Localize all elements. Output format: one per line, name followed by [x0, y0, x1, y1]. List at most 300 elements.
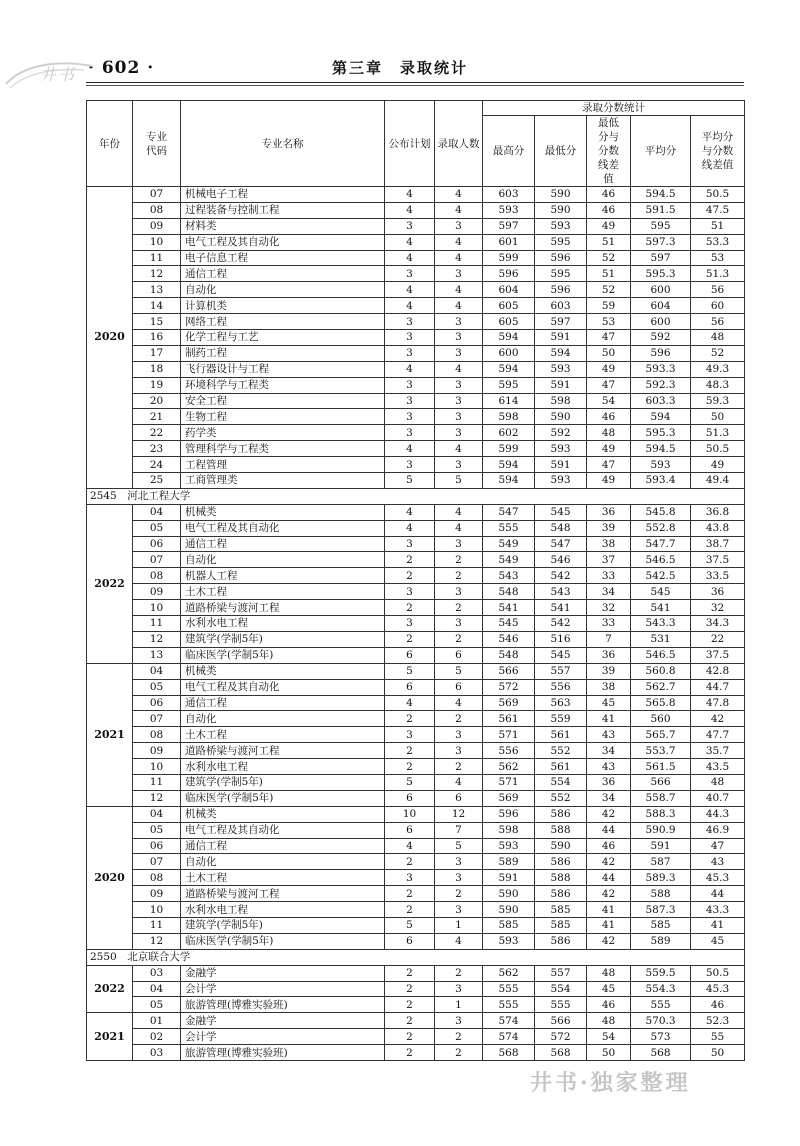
cell-admitted: 6	[435, 790, 483, 806]
cell-max: 555	[483, 520, 535, 536]
cell-admitted: 3	[435, 536, 483, 552]
cell-min-diff: 51	[587, 234, 631, 250]
col-header-max: 最高分	[483, 116, 535, 187]
cell-major-code: 12	[133, 266, 181, 282]
cell-major-name: 机械类	[181, 663, 385, 679]
cell-avg: 570.3	[631, 1013, 691, 1029]
cell-avg: 600	[631, 282, 691, 298]
cell-plan: 5	[385, 774, 435, 790]
cell-admitted: 2	[435, 886, 483, 902]
cell-min-diff: 54	[587, 1029, 631, 1045]
cell-min: 545	[535, 647, 587, 663]
cell-avg: 542.5	[631, 568, 691, 584]
cell-major-code: 09	[133, 886, 181, 902]
cell-avg: 560.8	[631, 663, 691, 679]
cell-major-name: 药学类	[181, 425, 385, 441]
cell-major-code: 10	[133, 234, 181, 250]
cell-avg: 560	[631, 711, 691, 727]
cell-avg: 559.5	[631, 965, 691, 981]
cell-avg-diff: 50	[691, 409, 745, 425]
cell-major-code: 04	[133, 504, 181, 520]
cell-major-code: 05	[133, 520, 181, 536]
cell-avg-diff: 32	[691, 600, 745, 616]
cell-major-code: 15	[133, 314, 181, 330]
cell-major-name: 建筑学(学制5年)	[181, 917, 385, 933]
col-header-plan: 公布计划	[385, 101, 435, 187]
cell-min-diff: 48	[587, 1013, 631, 1029]
cell-min-diff: 41	[587, 711, 631, 727]
cell-plan: 3	[385, 616, 435, 632]
cell-max: 598	[483, 409, 535, 425]
cell-admitted: 3	[435, 743, 483, 759]
cell-major-name: 制药工程	[181, 345, 385, 361]
cell-avg-diff: 49.4	[691, 473, 745, 489]
cell-min: 595	[535, 266, 587, 282]
table-row	[87, 917, 745, 933]
cell-min: 585	[535, 902, 587, 918]
cell-avg-diff: 40.7	[691, 790, 745, 806]
cell-min-diff: 49	[587, 441, 631, 457]
cell-min-diff: 49	[587, 361, 631, 377]
year-cell: 2020	[87, 806, 133, 949]
cell-min-diff: 42	[587, 933, 631, 949]
cell-major-name: 金融学	[181, 965, 385, 981]
cell-admitted: 12	[435, 806, 483, 822]
cell-admitted: 3	[435, 981, 483, 997]
cell-avg-diff: 51.3	[691, 425, 745, 441]
cell-major-code: 09	[133, 218, 181, 234]
cell-major-name: 道路桥梁与渡河工程	[181, 600, 385, 616]
cell-admitted: 2	[435, 600, 483, 616]
cell-max: 566	[483, 663, 535, 679]
cell-major-code: 09	[133, 743, 181, 759]
cell-max: 599	[483, 441, 535, 457]
table-row	[87, 345, 745, 361]
cell-admitted: 3	[435, 727, 483, 743]
cell-major-name: 机械类	[181, 504, 385, 520]
table-row	[87, 1013, 745, 1029]
cell-avg: 555	[631, 997, 691, 1013]
cell-avg: 531	[631, 631, 691, 647]
cell-admitted: 1	[435, 917, 483, 933]
cell-max: 604	[483, 282, 535, 298]
cell-plan: 4	[385, 298, 435, 314]
school-name: 2550 北京联合大学	[87, 949, 745, 965]
cell-admitted: 3	[435, 314, 483, 330]
cell-max: 594	[483, 457, 535, 473]
cell-min-diff: 47	[587, 377, 631, 393]
table-row	[87, 695, 745, 711]
cell-avg-diff: 53.3	[691, 234, 745, 250]
table-row	[87, 282, 745, 298]
table-row	[87, 584, 745, 600]
cell-major-name: 化学工程与工艺	[181, 330, 385, 346]
col-header-avg-diff: 平均分与分数线差值	[691, 116, 745, 187]
cell-min-diff: 32	[587, 600, 631, 616]
cell-min-diff: 46	[587, 409, 631, 425]
year-cell: 2022	[87, 965, 133, 1013]
cell-admitted: 4	[435, 250, 483, 266]
cell-avg: 603.3	[631, 393, 691, 409]
cell-plan: 4	[385, 282, 435, 298]
header-rule	[86, 82, 744, 83]
cell-major-name: 机器人工程	[181, 568, 385, 584]
cell-avg-diff: 38.7	[691, 536, 745, 552]
cell-min-diff: 50	[587, 1045, 631, 1061]
cell-admitted: 7	[435, 822, 483, 838]
cell-avg-diff: 47.7	[691, 727, 745, 743]
cell-avg: 566	[631, 774, 691, 790]
table-row	[87, 759, 745, 775]
cell-plan: 3	[385, 345, 435, 361]
cell-min-diff: 45	[587, 981, 631, 997]
cell-min: 590	[535, 838, 587, 854]
cell-min: 555	[535, 997, 587, 1013]
cell-major-code: 03	[133, 1045, 181, 1061]
cell-admitted: 4	[435, 187, 483, 203]
cell-admitted: 4	[435, 441, 483, 457]
cell-avg: 594	[631, 409, 691, 425]
cell-avg: 595.3	[631, 266, 691, 282]
cell-major-name: 会计学	[181, 981, 385, 997]
cell-major-code: 02	[133, 1029, 181, 1045]
cell-min-diff: 42	[587, 806, 631, 822]
cell-min-diff: 39	[587, 663, 631, 679]
cell-major-code: 07	[133, 552, 181, 568]
cell-min-diff: 47	[587, 457, 631, 473]
cell-min: 557	[535, 965, 587, 981]
cell-avg: 597.3	[631, 234, 691, 250]
cell-min: 591	[535, 457, 587, 473]
table-row	[87, 457, 745, 473]
cell-min-diff: 50	[587, 345, 631, 361]
cell-min-diff: 43	[587, 727, 631, 743]
cell-plan: 3	[385, 425, 435, 441]
cell-min-diff: 44	[587, 822, 631, 838]
table-row	[87, 218, 745, 234]
cell-plan: 2	[385, 711, 435, 727]
cell-avg-diff: 55	[691, 1029, 745, 1045]
cell-min: 593	[535, 473, 587, 489]
cell-min: 590	[535, 187, 587, 203]
cell-avg-diff: 53	[691, 250, 745, 266]
table-row	[87, 933, 745, 949]
table-row	[87, 520, 745, 536]
cell-major-name: 水利水电工程	[181, 759, 385, 775]
cell-major-name: 工商管理类	[181, 473, 385, 489]
table-row	[87, 997, 745, 1013]
cell-major-code: 08	[133, 202, 181, 218]
cell-plan: 3	[385, 457, 435, 473]
cell-admitted: 5	[435, 838, 483, 854]
cell-plan: 6	[385, 933, 435, 949]
cell-avg-diff: 56	[691, 314, 745, 330]
cell-avg: 592	[631, 330, 691, 346]
cell-major-name: 临床医学(学制5年)	[181, 933, 385, 949]
cell-major-name: 通信工程	[181, 266, 385, 282]
cell-avg-diff: 49	[691, 457, 745, 473]
cell-avg-diff: 43	[691, 854, 745, 870]
cell-min: 592	[535, 425, 587, 441]
cell-major-code: 25	[133, 473, 181, 489]
cell-major-name: 过程装备与控制工程	[181, 202, 385, 218]
cell-min-diff: 34	[587, 743, 631, 759]
cell-min: 554	[535, 981, 587, 997]
cell-avg: 597	[631, 250, 691, 266]
cell-major-name: 飞行器设计与工程	[181, 361, 385, 377]
cell-max: 590	[483, 902, 535, 918]
cell-min: 591	[535, 377, 587, 393]
cell-plan: 2	[385, 981, 435, 997]
cell-major-code: 03	[133, 965, 181, 981]
cell-plan: 10	[385, 806, 435, 822]
cell-major-code: 13	[133, 647, 181, 663]
cell-major-code: 07	[133, 711, 181, 727]
cell-avg-diff: 35.7	[691, 743, 745, 759]
cell-major-name: 旅游管理(博雅实验班)	[181, 1045, 385, 1061]
cell-min: 595	[535, 234, 587, 250]
cell-avg: 595.3	[631, 425, 691, 441]
cell-major-name: 电气工程及其自动化	[181, 679, 385, 695]
cell-major-code: 11	[133, 616, 181, 632]
cell-avg: 547.7	[631, 536, 691, 552]
cell-min-diff: 37	[587, 552, 631, 568]
cell-min-diff: 52	[587, 250, 631, 266]
cell-admitted: 4	[435, 504, 483, 520]
cell-avg-diff: 43.5	[691, 759, 745, 775]
cell-plan: 4	[385, 504, 435, 520]
cell-major-name: 自动化	[181, 282, 385, 298]
cell-plan: 6	[385, 822, 435, 838]
cell-admitted: 3	[435, 616, 483, 632]
cell-min: 585	[535, 917, 587, 933]
col-header-score-stats: 录取分数统计	[483, 101, 745, 116]
cell-min-diff: 36	[587, 504, 631, 520]
cell-plan: 3	[385, 218, 435, 234]
cell-avg: 596	[631, 345, 691, 361]
cell-admitted: 2	[435, 1045, 483, 1061]
cell-avg: 594.5	[631, 187, 691, 203]
cell-avg-diff: 48.3	[691, 377, 745, 393]
cell-min: 586	[535, 933, 587, 949]
year-cell: 2020	[87, 187, 133, 489]
cell-major-code: 23	[133, 441, 181, 457]
cell-plan: 3	[385, 409, 435, 425]
cell-min-diff: 59	[587, 298, 631, 314]
cell-major-name: 机械类	[181, 806, 385, 822]
table-row	[87, 886, 745, 902]
cell-major-name: 管理科学与工程类	[181, 441, 385, 457]
cell-min: 598	[535, 393, 587, 409]
cell-min: 566	[535, 1013, 587, 1029]
cell-plan: 4	[385, 361, 435, 377]
col-header-min-diff: 最低分与分数线差值	[587, 116, 631, 187]
cell-major-code: 08	[133, 727, 181, 743]
cell-plan: 2	[385, 1045, 435, 1061]
cell-avg-diff: 48	[691, 330, 745, 346]
cell-avg: 588.3	[631, 806, 691, 822]
cell-admitted: 4	[435, 282, 483, 298]
cell-major-name: 道路桥梁与渡河工程	[181, 743, 385, 759]
col-header-year: 年份	[87, 101, 133, 187]
cell-max: 593	[483, 202, 535, 218]
year-cell: 2021	[87, 1013, 133, 1061]
cell-plan: 5	[385, 473, 435, 489]
cell-plan: 5	[385, 663, 435, 679]
cell-max: 545	[483, 616, 535, 632]
cell-avg-diff: 48	[691, 774, 745, 790]
logo-text: 井书	[40, 65, 77, 84]
cell-major-code: 17	[133, 345, 181, 361]
cell-max: 603	[483, 187, 535, 203]
cell-admitted: 3	[435, 218, 483, 234]
cell-major-code: 05	[133, 822, 181, 838]
cell-min-diff: 45	[587, 695, 631, 711]
cell-min: 591	[535, 330, 587, 346]
cell-avg-diff: 47.5	[691, 202, 745, 218]
cell-major-code: 09	[133, 584, 181, 600]
cell-major-code: 10	[133, 902, 181, 918]
cell-min: 546	[535, 552, 587, 568]
cell-plan: 2	[385, 886, 435, 902]
cell-admitted: 3	[435, 425, 483, 441]
cell-min-diff: 48	[587, 425, 631, 441]
cell-plan: 2	[385, 631, 435, 647]
cell-min: 541	[535, 600, 587, 616]
cell-avg-diff: 50	[691, 1045, 745, 1061]
cell-min: 588	[535, 822, 587, 838]
cell-avg-diff: 52.3	[691, 1013, 745, 1029]
cell-min: 556	[535, 679, 587, 695]
cell-plan: 4	[385, 234, 435, 250]
cell-min: 586	[535, 806, 587, 822]
cell-major-name: 通信工程	[181, 838, 385, 854]
cell-max: 562	[483, 965, 535, 981]
cell-plan: 4	[385, 187, 435, 203]
cell-major-code: 04	[133, 806, 181, 822]
cell-admitted: 3	[435, 330, 483, 346]
cell-max: 562	[483, 759, 535, 775]
cell-major-code: 13	[133, 282, 181, 298]
cell-min-diff: 42	[587, 854, 631, 870]
cell-max: 543	[483, 568, 535, 584]
table-row	[87, 330, 745, 346]
cell-major-code: 08	[133, 870, 181, 886]
table-row	[87, 441, 745, 457]
cell-max: 591	[483, 870, 535, 886]
table-row	[87, 1045, 745, 1061]
cell-admitted: 3	[435, 266, 483, 282]
cell-max: 598	[483, 822, 535, 838]
cell-major-name: 通信工程	[181, 695, 385, 711]
cell-plan: 5	[385, 917, 435, 933]
cell-max: 571	[483, 774, 535, 790]
cell-admitted: 2	[435, 965, 483, 981]
cell-min: 554	[535, 774, 587, 790]
year-cell: 2021	[87, 663, 133, 806]
school-row	[87, 949, 745, 965]
cell-plan: 3	[385, 330, 435, 346]
cell-major-code: 20	[133, 393, 181, 409]
cell-plan: 2	[385, 600, 435, 616]
cell-admitted: 6	[435, 679, 483, 695]
cell-avg-diff: 43.8	[691, 520, 745, 536]
cell-min-diff: 39	[587, 520, 631, 536]
cell-plan: 2	[385, 568, 435, 584]
cell-admitted: 4	[435, 520, 483, 536]
cell-major-code: 06	[133, 536, 181, 552]
cell-admitted: 2	[435, 552, 483, 568]
page-number: · 602 ·	[88, 58, 155, 78]
cell-avg: 591	[631, 838, 691, 854]
cell-min-diff: 44	[587, 870, 631, 886]
cell-plan: 3	[385, 266, 435, 282]
cell-major-code: 06	[133, 838, 181, 854]
table-row	[87, 568, 745, 584]
cell-avg-diff: 51.3	[691, 266, 745, 282]
cell-min-diff: 53	[587, 314, 631, 330]
cell-major-code: 19	[133, 377, 181, 393]
cell-max: 549	[483, 536, 535, 552]
cell-max: 589	[483, 854, 535, 870]
col-header-avg: 平均分	[631, 116, 691, 187]
cell-avg: 593.3	[631, 361, 691, 377]
cell-max: 596	[483, 266, 535, 282]
cell-major-code: 10	[133, 759, 181, 775]
cell-admitted: 3	[435, 457, 483, 473]
cell-avg: 561.5	[631, 759, 691, 775]
cell-major-name: 机械电子工程	[181, 187, 385, 203]
cell-major-name: 电子信息工程	[181, 250, 385, 266]
cell-min: 561	[535, 727, 587, 743]
cell-admitted: 5	[435, 663, 483, 679]
cell-admitted: 3	[435, 870, 483, 886]
cell-admitted: 6	[435, 647, 483, 663]
table-row	[87, 314, 745, 330]
cell-max: 585	[483, 917, 535, 933]
cell-avg: 595	[631, 218, 691, 234]
cell-plan: 2	[385, 1029, 435, 1045]
cell-admitted: 2	[435, 711, 483, 727]
cell-major-code: 08	[133, 568, 181, 584]
cell-min: 552	[535, 790, 587, 806]
cell-avg-diff: 45	[691, 933, 745, 949]
cell-plan: 6	[385, 790, 435, 806]
cell-plan: 2	[385, 902, 435, 918]
cell-avg: 541	[631, 600, 691, 616]
cell-avg: 565.7	[631, 727, 691, 743]
cell-avg: 593	[631, 457, 691, 473]
cell-max: 599	[483, 250, 535, 266]
cell-major-name: 临床医学(学制5年)	[181, 647, 385, 663]
table-row	[87, 727, 745, 743]
cell-plan: 3	[385, 314, 435, 330]
cell-major-code: 22	[133, 425, 181, 441]
cell-plan: 2	[385, 1013, 435, 1029]
table-row	[87, 600, 745, 616]
cell-min-diff: 49	[587, 218, 631, 234]
cell-max: 574	[483, 1029, 535, 1045]
cell-admitted: 3	[435, 902, 483, 918]
cell-min-diff: 33	[587, 616, 631, 632]
cell-max: 548	[483, 647, 535, 663]
cell-min-diff: 47	[587, 330, 631, 346]
col-header-min: 最低分	[535, 116, 587, 187]
cell-avg: 573	[631, 1029, 691, 1045]
cell-avg-diff: 37.5	[691, 647, 745, 663]
cell-admitted: 2	[435, 568, 483, 584]
table-row	[87, 234, 745, 250]
